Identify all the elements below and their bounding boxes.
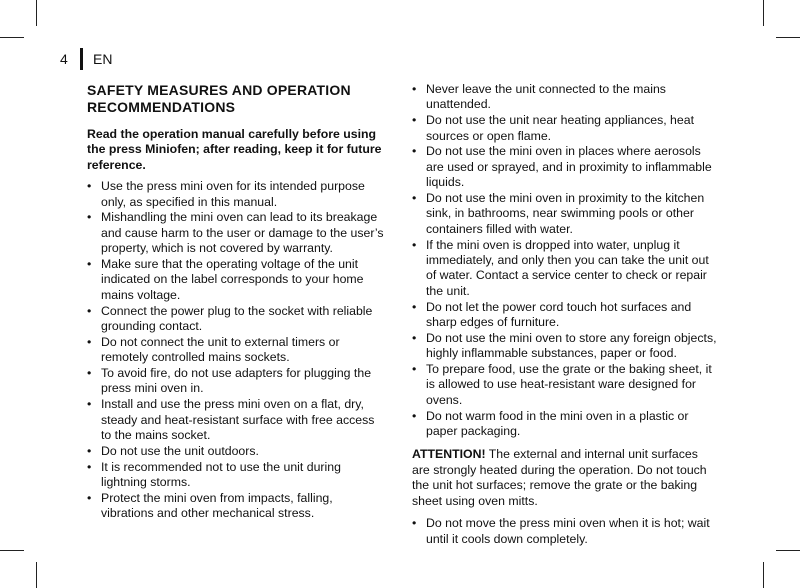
right-column bbox=[412, 82, 717, 547]
list-item: • If the mini oven is dropped into water, unplug it immediately, and only then you can take the unit out of water. Contact a service center to check or repair the unit. bbox=[412, 238, 717, 300]
crop-mark-bottom-left-h bbox=[0, 550, 24, 551]
list-item: • Mishandling the mini oven can lead to its breakage and cause harm to the user or damage to the user’s property, which is not covered by warranty. bbox=[87, 210, 387, 256]
list-item: • Do not move the press mini oven when it is hot; wait until it cools down completely. bbox=[412, 516, 717, 547]
list-item: • Do not let the power cord touch hot surfaces and sharp edges of furniture. bbox=[412, 300, 717, 331]
crop-mark-top-left bbox=[36, 0, 37, 26]
header-divider bbox=[80, 48, 83, 70]
left-column bbox=[87, 82, 387, 522]
list-item: • Do not connect the unit to external timers or remotely controlled mains sockets. bbox=[87, 335, 387, 366]
crop-mark-top-left-h bbox=[0, 37, 24, 38]
list-item: • To avoid fire, do not use adapters for plugging the press mini oven in. bbox=[87, 366, 387, 397]
crop-mark-top-right bbox=[763, 0, 764, 26]
intro-paragraph: Read the operation manual carefully before using the press Miniofen; after reading, keep it for future reference. bbox=[87, 127, 382, 172]
crop-mark-bottom-left bbox=[36, 562, 37, 588]
list-item: • Do not use the mini oven to store any foreign objects, highly inflammable substances, paper or food. bbox=[412, 331, 717, 362]
crop-mark-bottom-right bbox=[763, 562, 764, 588]
right-bullet-list bbox=[412, 82, 717, 439]
page-header bbox=[60, 48, 112, 70]
list-item: • Do not use the mini oven in places where aerosols are used or sprayed, and in proximity to inflammable liquids. bbox=[412, 144, 717, 190]
left-bullet-list bbox=[87, 179, 387, 521]
list-item: • Do not use the unit near heating appliances, heat sources or open flame. bbox=[412, 113, 717, 144]
list-item: • Protect the mini oven from impacts, falling, vibrations and other mechanical stress. bbox=[87, 491, 387, 522]
list-item: • Never leave the unit connected to the mains unattended. bbox=[412, 82, 717, 113]
list-item: • Connect the power plug to the socket with reliable grounding contact. bbox=[87, 304, 387, 335]
list-item: • It is recommended not to use the unit during lightning storms. bbox=[87, 460, 387, 491]
crop-mark-top-right-h bbox=[776, 37, 800, 38]
language-label: EN bbox=[93, 51, 113, 67]
section-title: SAFETY MEASURES AND OPERATION RECOMMENDATIONS bbox=[87, 82, 351, 115]
crop-mark-bottom-right-h bbox=[776, 550, 800, 551]
list-item: • To prepare food, use the grate or the baking sheet, it is allowed to use heat-resistant ware designed for ovens. bbox=[412, 362, 717, 408]
attention-label: ATTENTION! bbox=[412, 447, 486, 462]
list-item: • Use the press mini oven for its intended purpose only, as specified in this manual. bbox=[87, 179, 387, 210]
list-item: • Do not warm food in the mini oven in a plastic or paper packaging. bbox=[412, 409, 717, 440]
list-item: • Make sure that the operating voltage of the unit indicated on the label corresponds to your home mains voltage. bbox=[87, 257, 387, 303]
list-item: • Do not use the unit outdoors. bbox=[87, 444, 387, 459]
attention-paragraph bbox=[412, 447, 717, 509]
page-number: 4 bbox=[60, 51, 68, 67]
final-bullet-list bbox=[412, 516, 717, 547]
attention-text: The external and internal unit surfaces are strongly heated during the operation. Do not touch the unit hot surfaces; remove the grate or the baking sheet using oven mitts. bbox=[412, 447, 707, 508]
list-item: • Do not use the mini oven in proximity to the kitchen sink, in bathrooms, near swimming pools or other containers filled with water. bbox=[412, 191, 717, 237]
list-item: • Install and use the press mini oven on a flat, dry, steady and heat-resistant surface with free access to the mains socket. bbox=[87, 397, 387, 443]
